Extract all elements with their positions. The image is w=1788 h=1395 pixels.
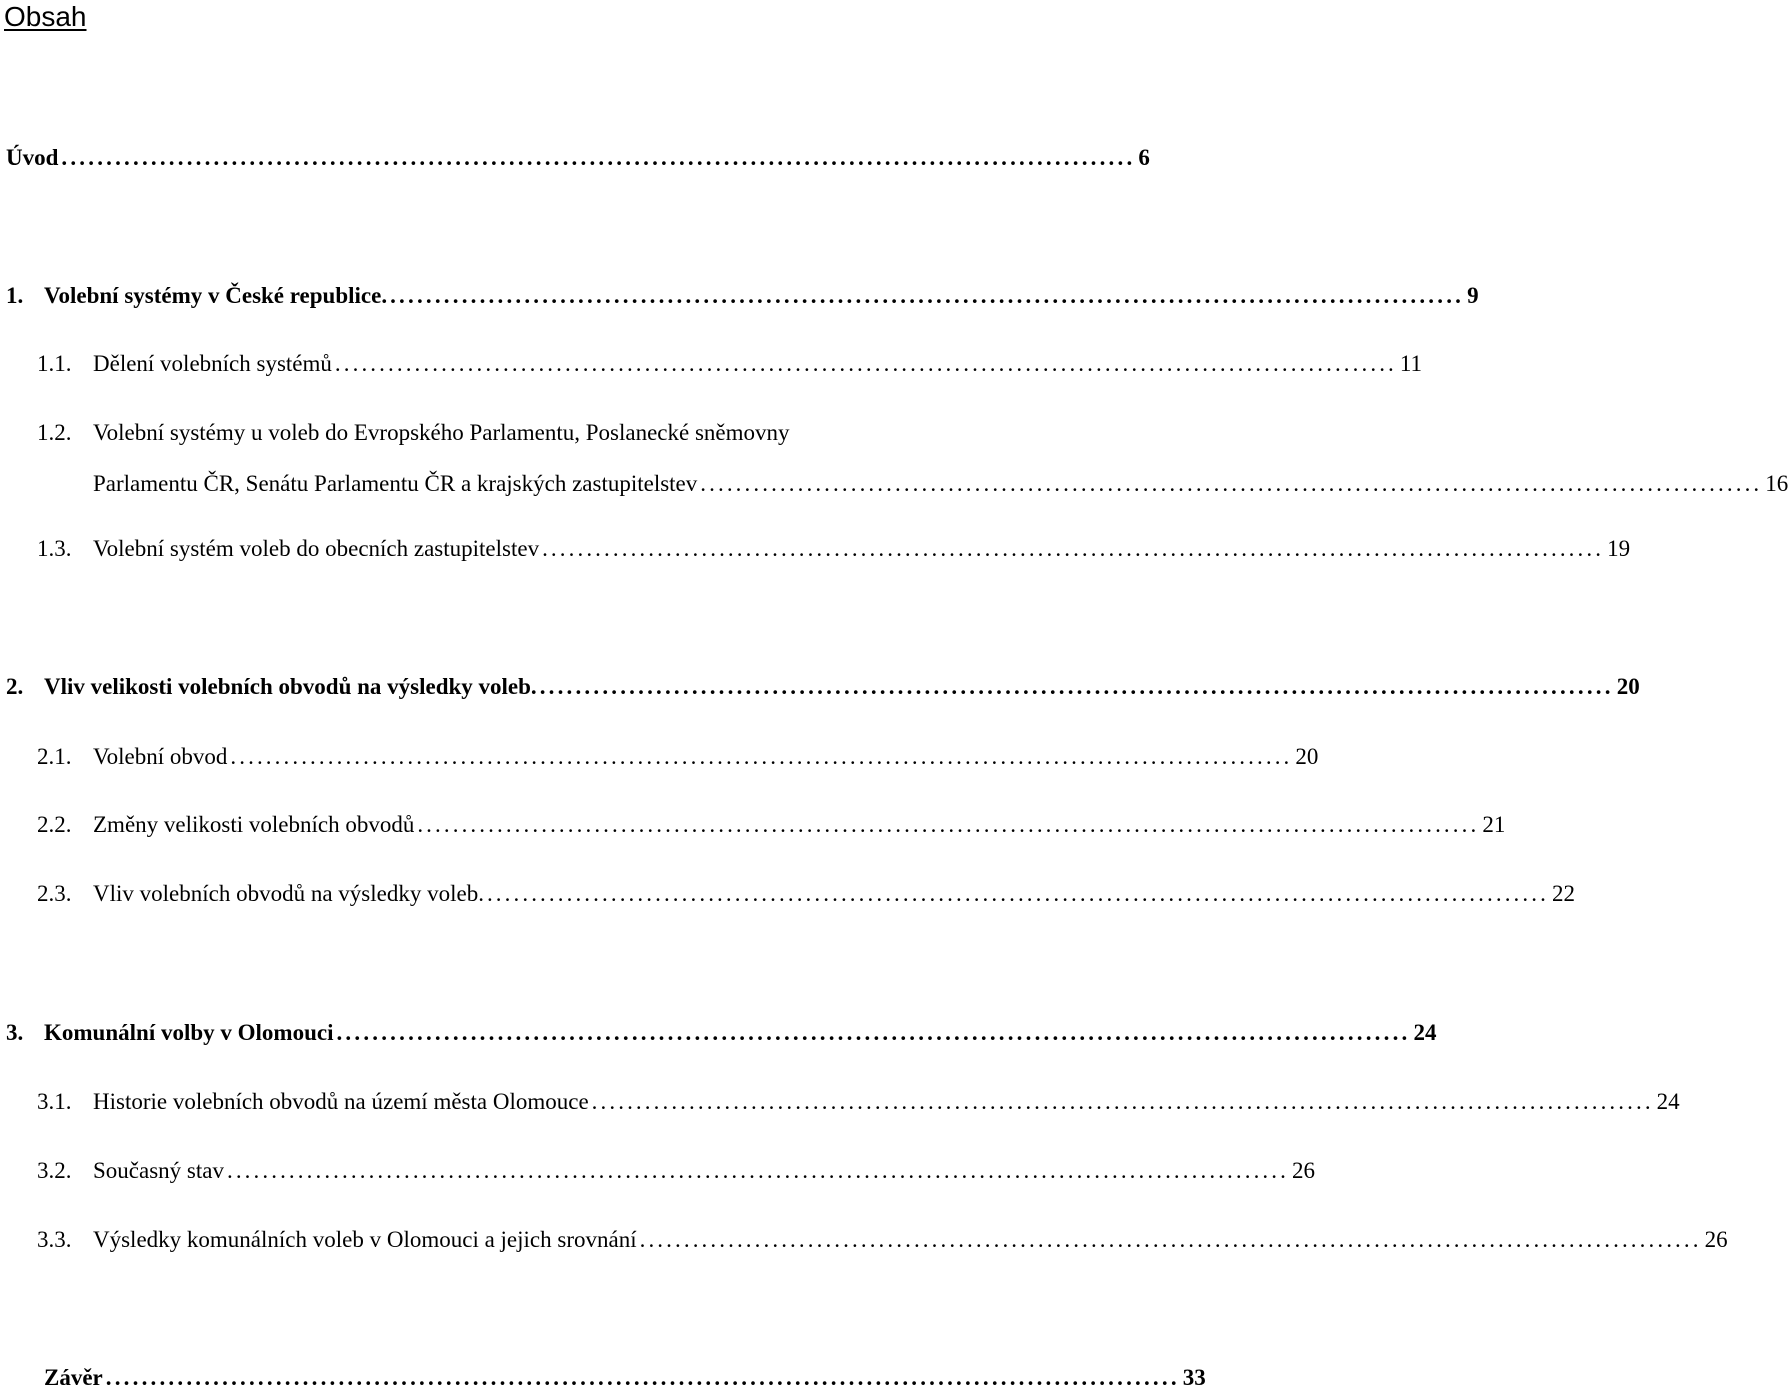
toc-entry-label: Úvod <box>6 145 59 170</box>
toc-entry-zaver[interactable] <box>44 1361 1206 1395</box>
toc-entry-chapter-3[interactable] <box>6 1016 1437 1050</box>
toc-entry-page: 26 <box>1291 1158 1315 1183</box>
toc-entry-3-1[interactable] <box>37 1085 1680 1119</box>
toc-dot-leader: ........................................................................................................................ <box>539 674 1614 699</box>
toc-entry-number: 2.2. <box>37 812 72 837</box>
toc-entry-label: Volební systémy u voleb do Evropského Parlamentu, Poslanecké sněmovny <box>93 420 790 445</box>
page-title: Obsah <box>4 1 87 32</box>
toc-entry-2-2[interactable] <box>37 808 1506 842</box>
toc-entry-number: 3.2. <box>37 1158 72 1183</box>
toc-entry-number: 1.3. <box>37 536 72 561</box>
toc-dot-leader: ........................................................................................................................ <box>336 1020 1411 1045</box>
toc-entry-number: 3.3. <box>37 1227 72 1252</box>
toc-entry-page: 11 <box>1399 351 1423 376</box>
toc-entry-page: 9 <box>1467 283 1479 308</box>
toc-entry-label: Současný stav <box>93 1158 224 1183</box>
toc-entry-page: 24 <box>1656 1089 1680 1114</box>
toc-entry-1-1[interactable] <box>37 347 1423 381</box>
toc-entry-chapter-2[interactable] <box>6 670 1640 704</box>
toc-entry-label: Dělení volebních systémů <box>93 351 332 376</box>
toc-dot-leader: ........................................................................................................................ <box>390 283 1465 308</box>
toc-entry-2-1[interactable] <box>37 740 1319 774</box>
toc-entry-number: 3. <box>6 1020 24 1045</box>
toc-dot-leader: ........................................................................................................................ <box>591 1089 1654 1114</box>
toc-entry-uvod[interactable] <box>6 141 1150 175</box>
toc-entry-page: 20 <box>1616 674 1640 699</box>
toc-entry-label: Komunální volby v Olomouci <box>44 1020 334 1045</box>
toc-dot-leader: ........................................................................................................................ <box>700 471 1763 496</box>
toc-entry-1-3[interactable] <box>37 532 1631 566</box>
toc-entry-number: 1. <box>6 283 24 308</box>
toc-entry-page: 20 <box>1295 744 1319 769</box>
toc-entry-chapter-1[interactable] <box>6 279 1479 313</box>
toc-entry-label: Vliv velikosti volebních obvodů na výsledky voleb. <box>44 674 537 699</box>
toc-entry-number: 1.1. <box>37 351 72 376</box>
toc-entry-label: Výsledky komunálních voleb v Olomouci a jejich srovnání <box>93 1227 637 1252</box>
toc-dot-leader: ........................................................................................................................ <box>486 881 1549 906</box>
toc-entry-2-3[interactable] <box>37 877 1575 911</box>
toc-entry-number: 3.1. <box>37 1089 72 1114</box>
toc-entry-label-continuation: Parlamentu ČR, Senátu Parlamentu ČR a krajských zastupitelstev <box>93 471 698 496</box>
toc-dot-leader: ........................................................................................................................ <box>639 1227 1702 1252</box>
toc-entry-page: 33 <box>1182 1365 1206 1390</box>
toc-dot-leader: ........................................................................................................................ <box>226 1158 1289 1183</box>
toc-entry-label: Závěr <box>44 1365 103 1390</box>
toc-entry-label: Změny velikosti volebních obvodů <box>93 812 415 837</box>
toc-entry-page: 26 <box>1704 1227 1728 1252</box>
toc-entry-page: 16 <box>1765 471 1788 496</box>
toc-entry-label: Vliv volebních obvodů na výsledky voleb. <box>93 881 484 906</box>
toc-entry-label: Volební systémy v České republice. <box>44 283 388 308</box>
toc-entry-label: Volební obvod <box>93 744 228 769</box>
toc-dot-leader: ........................................................................................................................ <box>105 1365 1180 1390</box>
toc-entry-1-2-continuation[interactable] <box>93 467 1788 501</box>
toc-entry-page: 22 <box>1551 881 1575 906</box>
toc-entry-1-2[interactable] <box>37 416 954 450</box>
toc-entry-page: 21 <box>1482 812 1506 837</box>
toc-entry-3-2[interactable] <box>37 1154 1315 1188</box>
toc-entry-page: 19 <box>1607 536 1631 561</box>
toc-dot-leader: ........................................................................................................................ <box>542 536 1605 561</box>
toc-dot-leader: ........................................................................................................................ <box>230 744 1293 769</box>
toc-entry-number: 2. <box>6 674 24 699</box>
toc-dot-leader: ........................................................................................................................ <box>334 351 1397 376</box>
toc-entry-3-3[interactable] <box>37 1223 1728 1257</box>
toc-entry-number: 1.2. <box>37 420 72 445</box>
toc-entry-label: Historie volebních obvodů na území města Olomouce <box>93 1089 589 1114</box>
toc-entry-label: Volební systém voleb do obecních zastupitelstev <box>93 536 540 561</box>
toc-entry-page: 24 <box>1413 1020 1437 1045</box>
toc-entry-number: 2.3. <box>37 881 72 906</box>
toc-dot-leader: ........................................................................................................................ <box>417 812 1480 837</box>
toc-entry-number: 2.1. <box>37 744 72 769</box>
toc-entry-page: 6 <box>1138 145 1150 170</box>
toc-dot-leader: ........................................................................................................................ <box>61 145 1136 170</box>
